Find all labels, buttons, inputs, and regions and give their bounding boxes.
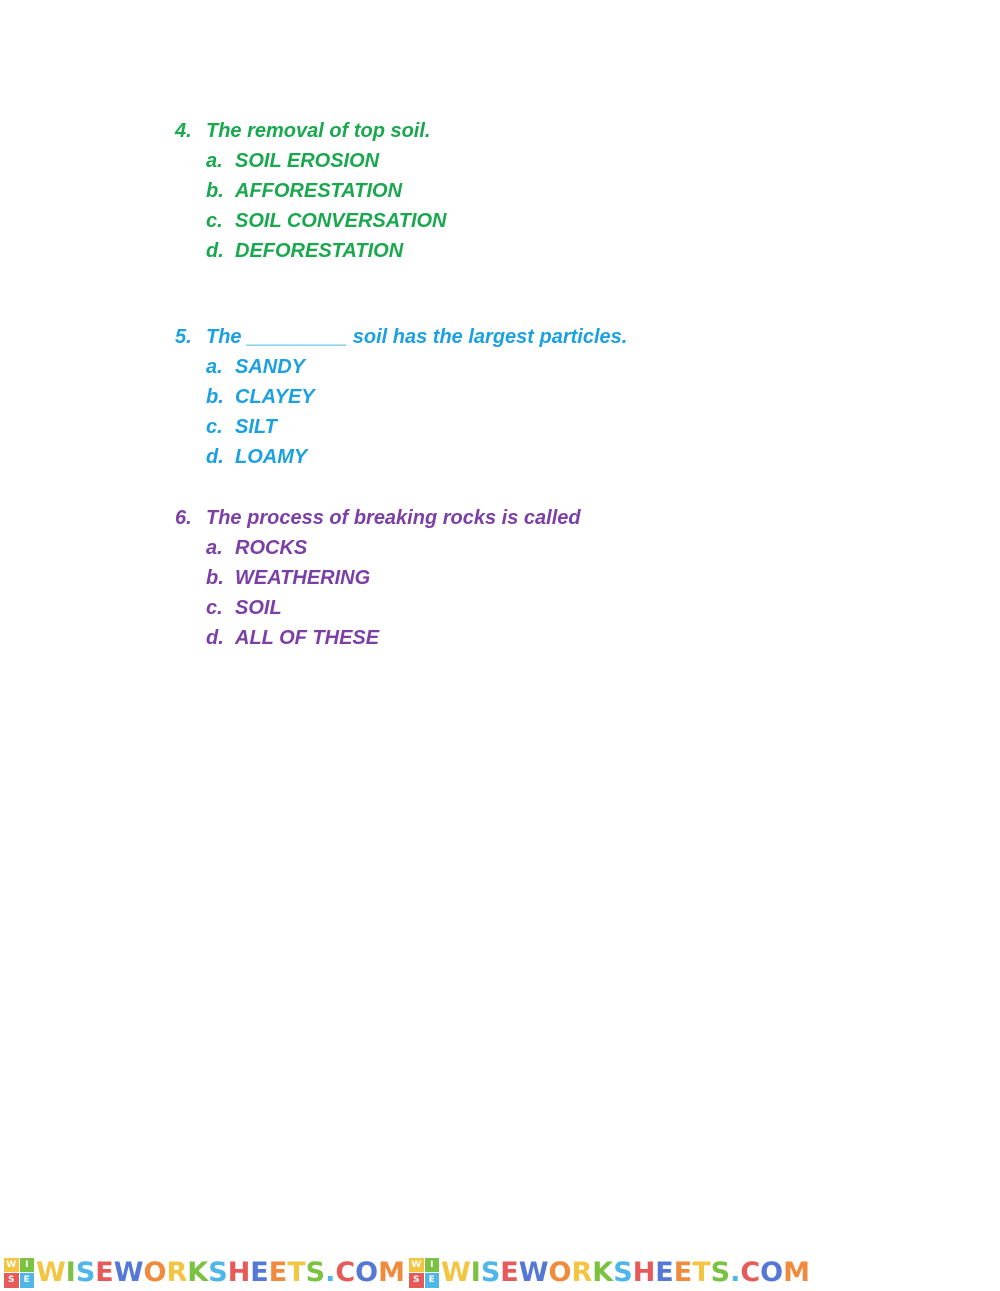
option-b[interactable]	[175, 176, 447, 206]
watermark-letter: E	[673, 1257, 693, 1288]
watermark-letter: C	[335, 1257, 356, 1288]
option-d[interactable]	[175, 623, 581, 653]
watermark-letter: R	[166, 1257, 188, 1288]
option-letter: d.	[206, 446, 224, 468]
watermark-letter: E	[95, 1257, 114, 1288]
watermark-logo-icon	[4, 1258, 34, 1288]
watermark-letter: S	[75, 1257, 96, 1288]
watermark-letter: C	[740, 1257, 761, 1288]
question-4	[175, 116, 447, 266]
option-letter: d.	[206, 627, 224, 649]
watermark-logo-icon	[409, 1258, 439, 1288]
logo-cell: S	[4, 1273, 19, 1288]
question-6	[175, 503, 581, 653]
question-5	[175, 322, 627, 472]
option-letter: a.	[206, 537, 223, 559]
option-letter: a.	[206, 150, 223, 172]
option-text: SOIL EROSION	[235, 150, 380, 172]
watermark-group	[4, 1257, 405, 1288]
option-letter: b.	[206, 386, 224, 408]
watermark-letter: E	[268, 1257, 288, 1288]
logo-cell: E	[425, 1273, 440, 1288]
watermark-letter: W	[441, 1257, 471, 1288]
option-a[interactable]	[175, 533, 581, 563]
question-4-prompt	[175, 116, 447, 146]
option-text: CLAYEY	[235, 386, 315, 408]
option-text: DEFORESTATION	[235, 240, 404, 262]
option-letter: a.	[206, 356, 223, 378]
option-c[interactable]	[175, 593, 581, 623]
watermark-letter: S	[710, 1257, 731, 1288]
watermark-letter: S	[208, 1257, 228, 1288]
watermark-letter: R	[571, 1257, 593, 1288]
option-letter: c.	[206, 597, 223, 619]
question-text: The _________ soil has the largest particles.	[206, 326, 628, 348]
option-a[interactable]	[175, 146, 447, 176]
question-number: 4.	[175, 120, 192, 142]
question-5-prompt	[175, 322, 627, 352]
question-number: 5.	[175, 326, 192, 348]
logo-cell: I	[425, 1258, 440, 1273]
logo-cell: E	[20, 1273, 35, 1288]
watermark-letter: H	[227, 1257, 251, 1288]
option-text: AFFORESTATION	[235, 180, 403, 202]
watermark-letter: O	[760, 1257, 784, 1288]
watermark-letter: O	[355, 1257, 379, 1288]
watermark-letter: .	[325, 1257, 336, 1288]
logo-cell: W	[409, 1258, 424, 1273]
watermark-letter: H	[632, 1257, 656, 1288]
watermark-letter: W	[36, 1257, 66, 1288]
option-d[interactable]	[175, 236, 447, 266]
watermark-letter: M	[783, 1257, 810, 1288]
option-d[interactable]	[175, 442, 627, 472]
option-text: SOIL CONVERSATION	[235, 210, 447, 232]
watermark-text	[36, 1257, 405, 1288]
option-text: ROCKS	[235, 537, 308, 559]
watermark-letter: K	[187, 1257, 209, 1288]
question-6-prompt	[175, 503, 581, 533]
watermark-letter: E	[655, 1257, 674, 1288]
option-a[interactable]	[175, 352, 627, 382]
logo-cell: I	[20, 1258, 35, 1273]
watermark-letter: .	[730, 1257, 741, 1288]
option-text: SILT	[235, 416, 277, 438]
option-b[interactable]	[175, 382, 627, 412]
watermark-letter: O	[548, 1257, 572, 1288]
option-c[interactable]	[175, 412, 627, 442]
watermark-letter: S	[613, 1257, 633, 1288]
question-number: 6.	[175, 507, 192, 529]
question-text: The process of breaking rocks is called	[206, 507, 581, 529]
watermark-letter: S	[305, 1257, 326, 1288]
option-letter: c.	[206, 416, 223, 438]
watermark-group	[409, 1257, 810, 1288]
watermark-letter: K	[592, 1257, 614, 1288]
watermark-letter: I	[65, 1257, 76, 1288]
watermark-letter: E	[250, 1257, 269, 1288]
logo-cell: S	[409, 1273, 424, 1288]
option-letter: b.	[206, 180, 224, 202]
watermark-letter: E	[500, 1257, 519, 1288]
watermark-letter: M	[378, 1257, 405, 1288]
watermark-text	[441, 1257, 810, 1288]
watermark-letter: W	[113, 1257, 144, 1288]
option-text: LOAMY	[235, 446, 308, 468]
option-text: WEATHERING	[235, 567, 371, 589]
option-c[interactable]	[175, 206, 447, 236]
watermark-letter: I	[470, 1257, 481, 1288]
watermark-letter: T	[692, 1257, 711, 1288]
watermark-letter: S	[480, 1257, 501, 1288]
option-text: SOIL	[235, 597, 282, 619]
option-text: ALL OF THESE	[235, 627, 380, 649]
watermark-letter: T	[287, 1257, 306, 1288]
option-text: SANDY	[235, 356, 306, 378]
logo-cell: W	[4, 1258, 19, 1273]
option-letter: c.	[206, 210, 223, 232]
question-text: The removal of top soil.	[206, 120, 431, 142]
watermark-letter: W	[518, 1257, 549, 1288]
option-b[interactable]	[175, 563, 581, 593]
option-letter: b.	[206, 567, 224, 589]
watermark-letter: O	[143, 1257, 167, 1288]
watermark-footer	[0, 1254, 1000, 1291]
option-letter: d.	[206, 240, 224, 262]
